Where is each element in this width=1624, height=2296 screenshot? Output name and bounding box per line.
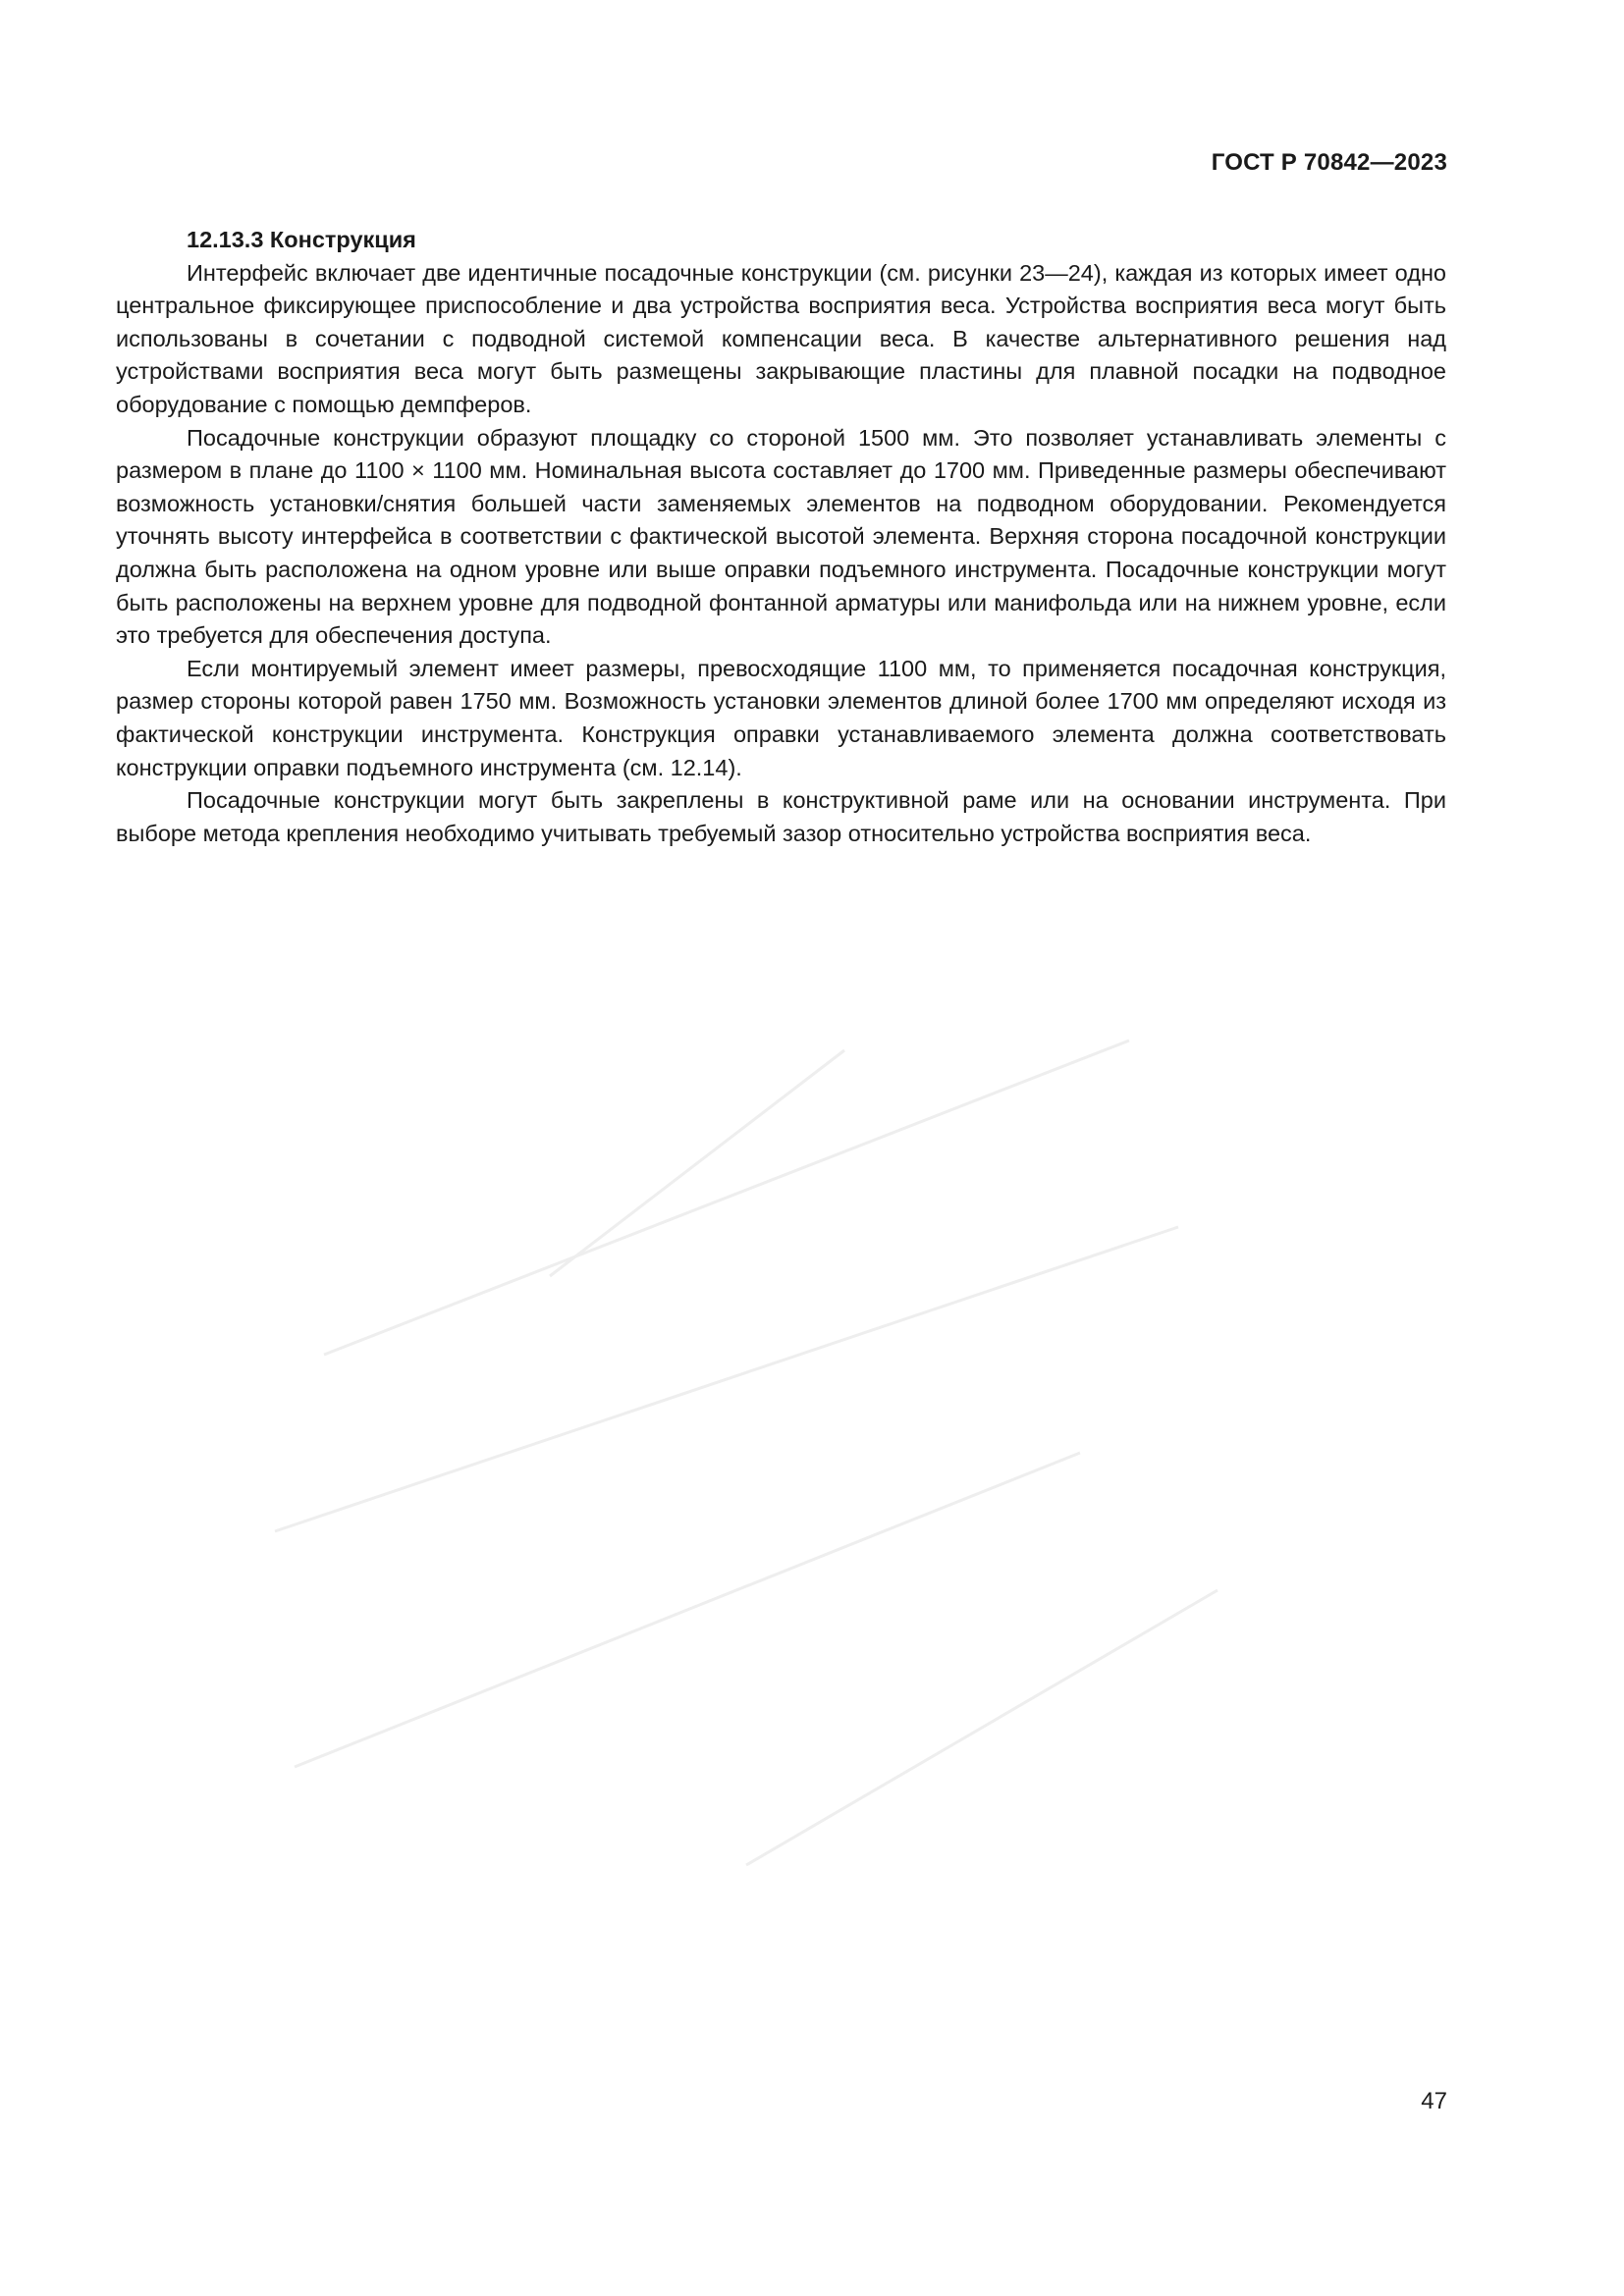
section-content: [116, 224, 1446, 850]
paragraph: Если монтируемый элемент имеет размеры, превосходящие 1100 мм, то применяется посадочная конструкция, размер стороны которой равен 1750 мм. Возможность установки элементов длиной более 1700 мм определяют исходя из фактической конструкции инструмента. Конструкция оправки устанавливаемого элемента должна соответствовать конструкции оправки подъемного инструмента (см. 12.14).: [116, 655, 1446, 780]
paragraph: Посадочные конструкции образуют площадку со стороной 1500 мм. Это позволяет устанавливать элементы с размером в плане до 1100 × 1100 мм. Номинальная высота составляет до 1700 мм. Приведенные размеры обеспечивают возможность установки/снятия большей части заменяемых элементов на подводном оборудовании. Рекомендуется уточнять высоту интерфейса в соответствии с фактической высотой элемента. Верхняя сторона посадочной конструкции должна быть расположена на одном уровне или выше оправки подъемного инструмента. Посадочные конструкции могут быть расположены на верхнем уровне для подводной фонтанной арматуры или манифольда или на нижнем уровне, если это требуется для обеспечения доступа.: [116, 424, 1446, 649]
paragraph: Посадочные конструкции могут быть закреплены в конструктивной раме или на основании инструмента. При выборе метода крепления необходимо учитывать требуемый зазор относительно устройства восприятия веса.: [116, 787, 1446, 846]
section-heading: 12.13.3 Конструкция: [187, 227, 416, 252]
paragraph: Интерфейс включает две идентичные посадочные конструкции (см. рисунки 23—24), каждая из которых имеет одно центральное фиксирующее приспособление и два устройства восприятия веса. Устройства восприятия веса могут быть использованы в сочетании с подводной системой компенсации веса. В качестве альтернативного решения над устройствами восприятия веса могут быть размещены закрывающие пластины для плавной посадки на подводное оборудование с помощью демпферов.: [116, 259, 1446, 417]
document-id: ГОСТ Р 70842—2023: [1211, 149, 1447, 176]
page-number: 47: [1421, 2088, 1447, 2114]
